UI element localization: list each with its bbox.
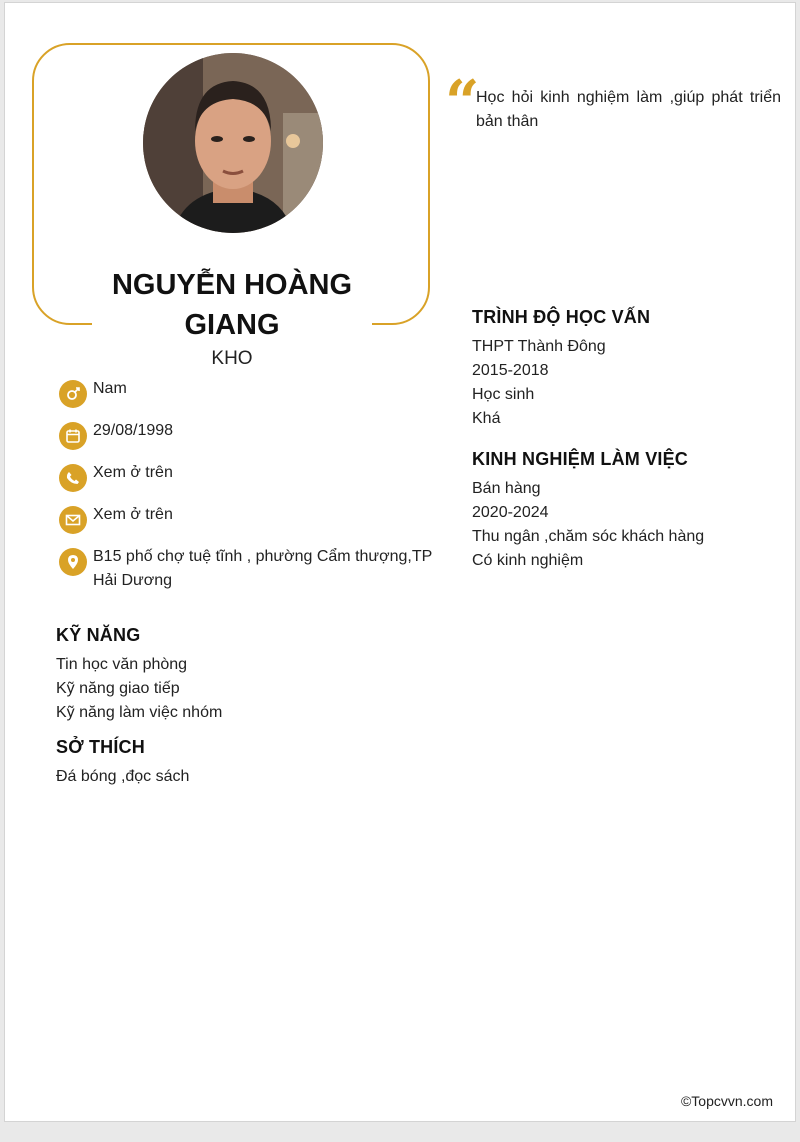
contact-phone [59,461,459,492]
experience-duties: Thu ngân ,chăm sóc khách hàng [472,528,705,545]
education-major: Học sinh [472,386,535,403]
education-school: THPT Thành Đông [472,338,606,355]
skills-list [56,653,222,725]
gender-icon [59,380,87,408]
contact-email [59,503,459,534]
education-title: TRÌNH ĐỘ HỌC VẤN [472,307,651,327]
footer-copyright: ©Topcvvn.com [680,1093,773,1109]
education-grade: Khá [472,410,501,427]
contact-address [59,545,449,593]
experience-period: 2020-2024 [472,504,549,521]
contact-birthday [59,419,459,450]
quote-icon: “ [445,68,480,138]
email-text: Xem ở trên [93,506,173,523]
education-details [472,335,606,431]
birthday-text: 29/08/1998 [93,422,174,439]
skill-item: Tin học văn phòng [56,656,188,673]
experience-details [472,477,704,573]
hobbies-title: SỞ THÍCH [56,737,145,757]
experience-title: KINH NGHIỆM LÀM VIỆC [472,449,689,469]
email-icon [59,506,87,534]
experience-note: Có kinh nghiệm [472,552,584,569]
gender-text: Nam [93,380,127,397]
job-position: KHO [211,348,253,369]
avatar-photo [143,53,323,233]
hobbies-text: Đá bóng ,đọc sách [56,768,190,785]
address-text: B15 phố chợ tuệ tĩnh , phường Cẩm thượng,TP Hải Dương [93,548,433,589]
location-pin-icon [59,548,87,576]
skill-item: Kỹ năng làm việc nhóm [56,704,223,721]
phone-icon [59,464,87,492]
avatar [143,53,323,233]
career-objective: Học hỏi kinh nghiệm làm ,giúp phát triển bản thân [476,89,781,130]
experience-role: Bán hàng [472,480,541,497]
phone-text: Xem ở trên [93,464,173,481]
full-name: NGUYỄN HOÀNG GIANG [111,269,353,341]
contact-gender [59,377,459,408]
skills-title: KỸ NĂNG [56,625,141,645]
skill-item: Kỹ năng giao tiếp [56,680,180,697]
cv-page [4,2,796,1122]
calendar-icon [59,422,87,450]
education-period: 2015-2018 [472,362,549,379]
